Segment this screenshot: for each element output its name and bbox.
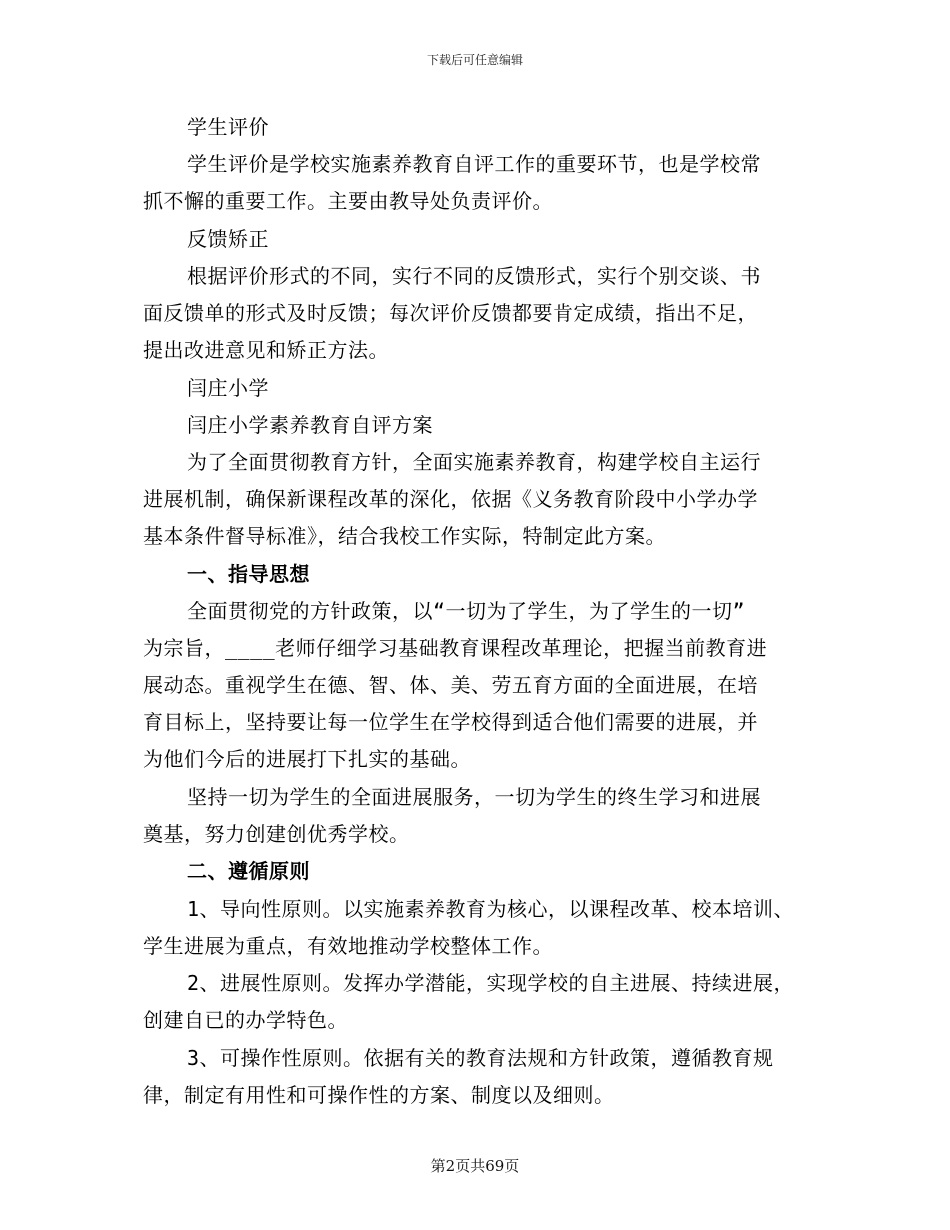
paragraph-line: 为了全面贯彻教育方针，全面实施素养教育，构建学校自主运行 — [187, 450, 761, 474]
paragraph-line: 根据评价形式的不同，实行不同的反馈形式，实行个别交谈、书 — [187, 264, 761, 288]
page-footer: 第2页共69页 — [430, 1157, 520, 1175]
heading-principles: 二、遵循原则 — [187, 859, 310, 883]
paragraph-line: 奠基，努力创建创优秀学校。 — [143, 822, 410, 846]
paragraph-line: 坚持一切为学生的全面进展服务，一切为学生的终生学习和进展 — [187, 785, 761, 809]
paragraph-line: 全面贯彻党的方针政策，以“一切为了学生，为了学生的一切” — [187, 599, 746, 623]
paragraph-line: 展动态。重视学生在德、智、体、美、劳五育方面的全面进展，在培 — [143, 673, 758, 697]
heading-guiding-ideology: 一、指导思想 — [187, 562, 310, 586]
paragraph-line: 创建自已的办学特色。 — [143, 1008, 348, 1032]
page-header: 下载后可任意编辑 — [426, 53, 523, 67]
paragraph-line: 1、导向性原则。以实施素养教育为核心，以课程改革、校本培训、 — [187, 897, 795, 921]
paragraph-line: 抓不懈的重要工作。主要由教导处负责评价。 — [143, 189, 553, 213]
paragraph-line: 面反馈单的形式及时反馈；每次评价反馈都要肯定成绩，指出不足， — [143, 301, 758, 325]
paragraph-line: 2、进展性原则。发挥办学潜能，实现学校的自主进展、持续进展， — [187, 971, 795, 995]
paragraph-line: 育目标上，坚持要让每一位学生在学校得到适合他们需要的进展，并 — [143, 710, 758, 734]
paragraph-line: 为他们今后的进展打下扎实的基础。 — [143, 747, 471, 771]
paragraph-line: 提出改进意见和矫正方法。 — [143, 338, 389, 362]
paragraph-line: 进展机制，确保新课程改革的深化，依据《义务教育阶段中小学办学 — [143, 487, 758, 511]
paragraph-line: 学生评价是学校实施素养教育自评工作的重要环节，也是学校常 — [187, 152, 761, 176]
section-title-feedback: 反馈矫正 — [187, 227, 269, 251]
paragraph-line: 律，制定有用性和可操作性的方案、制度以及细则。 — [143, 1083, 615, 1107]
document-title: 闫庄小学素养教育自评方案 — [187, 413, 433, 437]
paragraph-line: 学生进展为重点，有效地推动学校整体工作。 — [143, 934, 553, 958]
section-title-student-evaluation: 学生评价 — [187, 115, 269, 139]
paragraph-line: 为宗旨，____老师仔细学习基础教育课程改革理论，把握当前教育进 — [143, 636, 768, 660]
paragraph-line: 3、可操作性原则。依据有关的教育法规和方针政策，遵循教育规 — [187, 1046, 774, 1070]
paragraph-line: 基本条件督导标准》，结合我校工作实际，特制定此方案。 — [143, 524, 666, 548]
school-name: 闫庄小学 — [187, 376, 269, 400]
